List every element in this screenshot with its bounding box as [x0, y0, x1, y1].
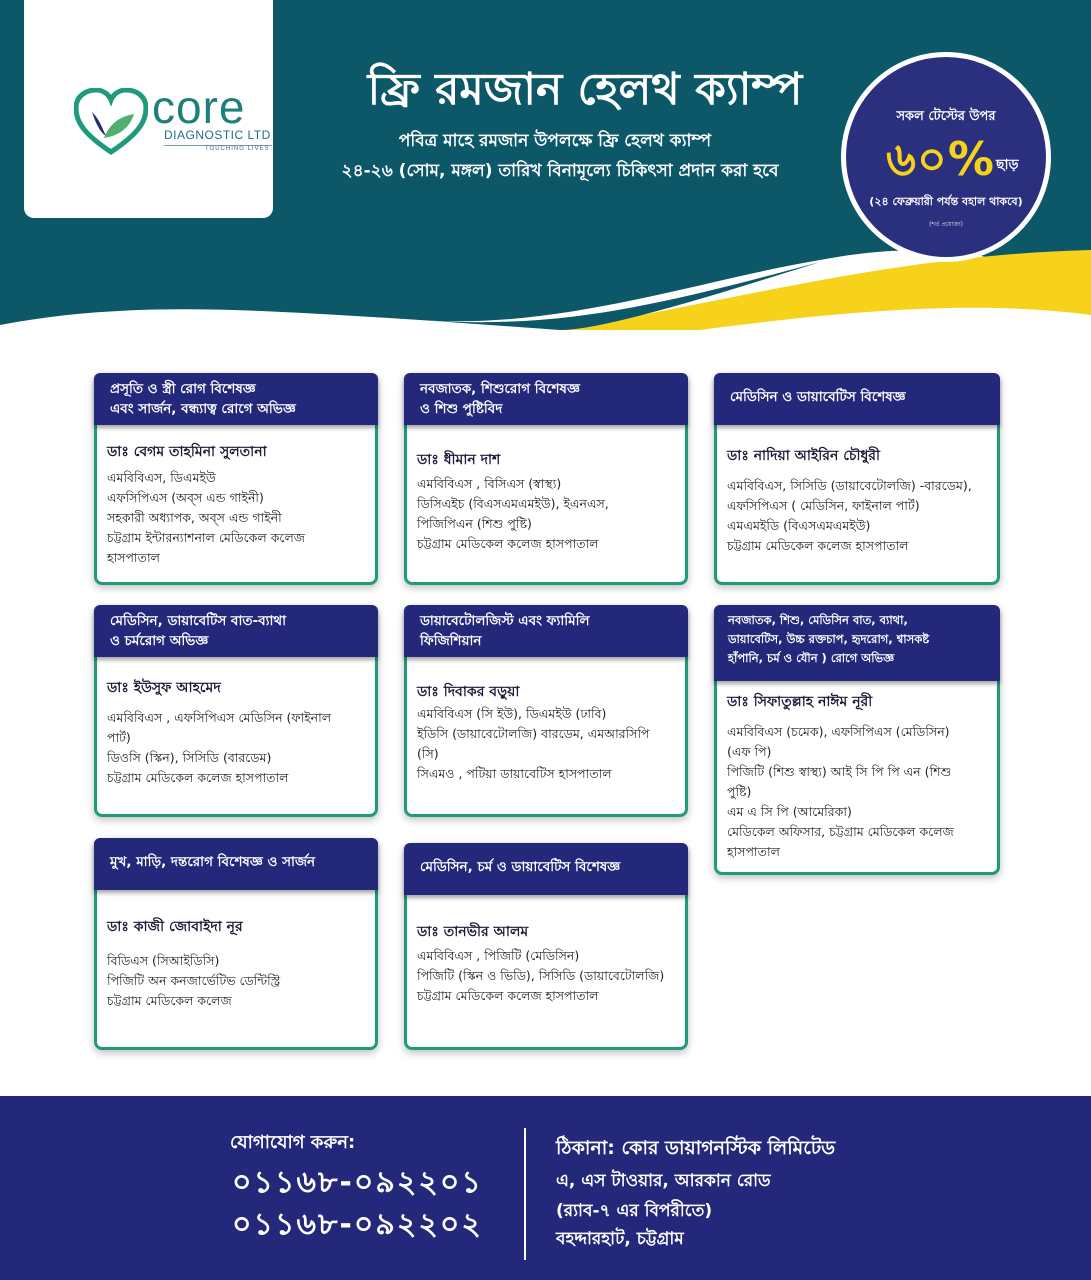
discount-note: (শর্ত প্রযোজ্য)	[929, 221, 963, 228]
specialty-header	[404, 373, 688, 425]
specialty-header	[94, 373, 378, 425]
address-title: ঠিকানা: কোর ডায়াগনস্টিক লিমিটেড	[556, 1137, 836, 1159]
doctor-qualifications	[417, 946, 664, 1006]
qualification-line: সহকারী অধ্যাপক, অব্স এন্ড গাইনী	[107, 510, 282, 525]
qualification-line: এফসিপিএস (অব্স এন্ড গাইনী)	[107, 490, 264, 505]
doctor-qualifications	[107, 708, 331, 788]
qualification-line: পিজিটি (শিশু স্বাস্থ্য) আই সি পি পি এন (শিশু	[727, 764, 952, 779]
doctor-name: ডাঃ সিফাতুল্লাহ নাঈম নূরী	[727, 694, 873, 710]
doctor-qualifications	[417, 474, 609, 554]
specialty-line: প্রসূতি ও স্ত্রী রোগ বিশেষজ্ঞ	[110, 381, 256, 397]
qualification-line: এমএমইডি (বিএসএমএমইউ)	[727, 518, 871, 533]
qualification-line: পিজিটি অন কনজার্ভেটিভ ডেন্টিস্ট্রি	[107, 973, 281, 988]
specialty-header	[94, 605, 378, 657]
doctor-name: ডাঃ দিবাকর বড়ুয়া	[417, 684, 520, 700]
discount-suffix: ছাড়	[996, 157, 1019, 173]
brand-name: core	[152, 81, 246, 133]
qualification-line: হাসপাতাল	[727, 844, 780, 859]
qualification-line: মেডিকেল অফিসার, চট্টগ্রাম মেডিকেল কলেজ	[727, 824, 954, 839]
qualification-line: ডিওসি (স্কিন), সিসিডি (বারডেম)	[107, 750, 272, 765]
qualification-line: এমবিবিএস, ডিএমইউ	[107, 470, 216, 485]
doctor-card	[404, 843, 688, 1050]
address-line: (র‍্যাব-৭ এর বিপরীতে)	[556, 1201, 713, 1221]
qualification-line: এফসিপিএস ( মেডিসিন, ফাইনাল পার্ট)	[727, 498, 920, 513]
qualification-line: চট্টগ্রাম ইন্টারন্যাশনাল মেডিকেল কলেজ	[107, 530, 305, 545]
phone-number[interactable]: ০১১৬৮-০৯২২০২	[232, 1207, 483, 1242]
doctor-name: ডাঃ তানভীর আলম	[417, 924, 529, 940]
address-line: বহদ্দারহাট, চট্টগ্রাম	[556, 1229, 684, 1249]
logo-card	[24, 0, 273, 218]
specialty-header	[404, 843, 688, 895]
doctor-card	[94, 605, 378, 817]
qualification-line: এম এ সি পি (আমেরিকা)	[727, 804, 852, 819]
qualification-line: চট্টগ্রাম মেডিকেল কলেজ হাসপাতাল	[417, 536, 599, 551]
qualification-line: (সি)	[417, 746, 439, 761]
qualification-line: হাসপাতাল	[107, 550, 160, 565]
qualification-line: এমবিবিএস (সি ইউ), ডিএমইউ (ঢাবি)	[417, 706, 607, 721]
doctor-card	[714, 605, 1000, 875]
discount-percent: ৬০%	[886, 132, 995, 186]
specialty-header	[714, 373, 1000, 425]
doctor-qualifications	[107, 468, 305, 568]
qualification-line: এমবিবিএস (চমেক), এফসিপিএস (মেডিসিন)	[727, 724, 950, 739]
footer-divider	[524, 1128, 526, 1260]
qualification-line: ডিসিএইচ (বিএসএমএমইউ), ইএনএস,	[417, 496, 609, 511]
discount-badge	[841, 52, 1051, 262]
specialty-line: মুখ, মাড়ি, দন্তরোগ বিশেষজ্ঞ ও সার্জন	[110, 854, 316, 870]
qualification-line: এমবিবিএস, সিসিডি (ডায়াবেটোলজি) -বারডেম),	[727, 478, 972, 493]
qualification-line: চট্টগ্রাম মেডিকেল কলেজ	[107, 993, 232, 1008]
qualification-line: পিজিটি (স্কিন ও ভিডি), সিসিডি (ডায়াবেটোলজি)	[417, 968, 665, 983]
specialty-header	[714, 605, 1000, 681]
doctor-name: ডাঃ নাদিয়া আইরিন চৌধুরী	[727, 448, 881, 464]
qualification-line: এমবিবিএস , পিজিটি (মেডিসিন)	[417, 948, 580, 963]
phone-number[interactable]: ০১১৬৮-০৯২২০১	[232, 1165, 483, 1200]
doctor-card	[714, 373, 1000, 585]
specialty-header	[94, 838, 378, 890]
specialty-line: ফিজিশিয়ান	[420, 633, 482, 649]
specialty-header	[404, 605, 688, 657]
qualification-line: পিজিপিএন (শিশু পুষ্টি)	[417, 516, 532, 531]
qualification-line: এমবিবিএস , বিসিএস (স্বাস্থ্য)	[417, 476, 562, 491]
header-banner	[0, 0, 1091, 330]
qualification-line: পার্ট)	[107, 730, 131, 745]
qualification-line: ইডিসি (ডায়াবেটোলজি) বারডেম, এমআরসিপি	[417, 726, 650, 741]
doctor-name: ডাঃ বেগম তাহমিনা সুলতানা	[107, 444, 267, 460]
qualification-line: (এফ পি)	[727, 744, 772, 759]
doctor-qualifications	[727, 476, 972, 556]
contact-label: যোগাযোগ করুন:	[230, 1132, 356, 1153]
qualification-line: চট্টগ্রাম মেডিকেল কলেজ হাসপাতাল	[417, 988, 599, 1003]
doctor-name: ডাঃ ধীমান দাশ	[417, 452, 501, 468]
doctor-qualifications	[107, 951, 280, 1011]
specialty-line: মেডিসিন ও ডায়াবেটিস বিশেষজ্ঞ	[730, 389, 906, 405]
campaign-title: ফ্রি রমজান হেলথ ক্যাম্প	[367, 64, 803, 115]
doctor-name: ডাঃ ইউসুফ আহমেদ	[107, 680, 221, 696]
specialty-line: এবং সার্জন, বন্ধ্যাত্ব রোগে অভিজ্ঞ	[110, 401, 296, 417]
doctor-card	[404, 373, 688, 585]
discount-label: সকল টেস্টের উপর	[896, 109, 996, 124]
specialty-line: নবজাতক, শিশুরোগ বিশেষজ্ঞ	[420, 381, 580, 397]
brand-tagline: TOUCHING LIVES	[202, 146, 273, 152]
doctor-card	[404, 605, 688, 817]
doctor-name: ডাঃ কাজী জোবাইদা নূর	[107, 919, 243, 935]
specialty-line: মেডিসিন, চর্ম ও ডায়াবেটিস বিশেষজ্ঞ	[420, 859, 621, 875]
campaign-subtitle: পবিত্র মাহে রমজান উপলক্ষে ফ্রি হেলথ ক্যাম্প	[398, 131, 712, 151]
campaign-date-info: ২৪-২৬ (সোম, মঙ্গল) তারিখ বিনামূল্যে চিকিৎসা প্রদান করা হবে	[341, 161, 779, 181]
doctor-qualifications	[727, 722, 954, 862]
specialty-line: ও শিশু পুষ্টিবিদ	[420, 401, 503, 417]
footer-contact	[0, 1096, 1091, 1280]
specialty-line: ডায়াবেটিস, উচ্চ রক্তচাপ, হৃদরোগ, শ্বাসকষ্ট	[728, 632, 930, 646]
specialty-line: নবজাতক, শিশু, মেডিসিন বাত, ব্যাথা,	[728, 613, 908, 627]
specialty-line: ও চর্মরোগ অভিজ্ঞ	[110, 633, 209, 649]
doctor-card	[94, 373, 378, 585]
qualification-line: এমবিবিএস , এফসিপিএস মেডিসিন (ফাইনাল	[107, 710, 332, 725]
heart-leaf-icon	[74, 88, 148, 158]
address-line: এ, এস টাওয়ার, আরকান রোড	[556, 1171, 771, 1191]
qualification-line: বিডিএস (সিআইডিসি)	[107, 953, 220, 968]
discount-validity: (২৪ ফেব্রুয়ারী পর্যন্ত বহাল থাকবে)	[869, 195, 1023, 208]
qualification-line: চট্টগ্রাম মেডিকেল কলেজ হাসপাতাল	[727, 538, 909, 553]
qualification-line: সিএমও , পটিয়া ডায়াবেটিস হাসপাতাল	[417, 766, 612, 781]
doctor-card	[94, 838, 378, 1050]
brand-subtitle: DIAGNOSTIC LTD	[164, 128, 271, 142]
doctor-qualifications	[417, 704, 650, 784]
specialty-line: হাঁপানি, চর্ম ও যৌন ) রোগে অভিজ্ঞ	[728, 651, 895, 665]
specialty-line: ডায়াবেটোলজিস্ট এবং ফ্যামিলি	[420, 613, 590, 629]
qualification-line: পুষ্টি)	[727, 784, 752, 799]
specialty-line: মেডিসিন, ডায়াবেটিস বাত-ব্যাথা	[110, 613, 287, 629]
qualification-line: চট্টগ্রাম মেডিকেল কলেজ হাসপাতাল	[107, 770, 289, 785]
